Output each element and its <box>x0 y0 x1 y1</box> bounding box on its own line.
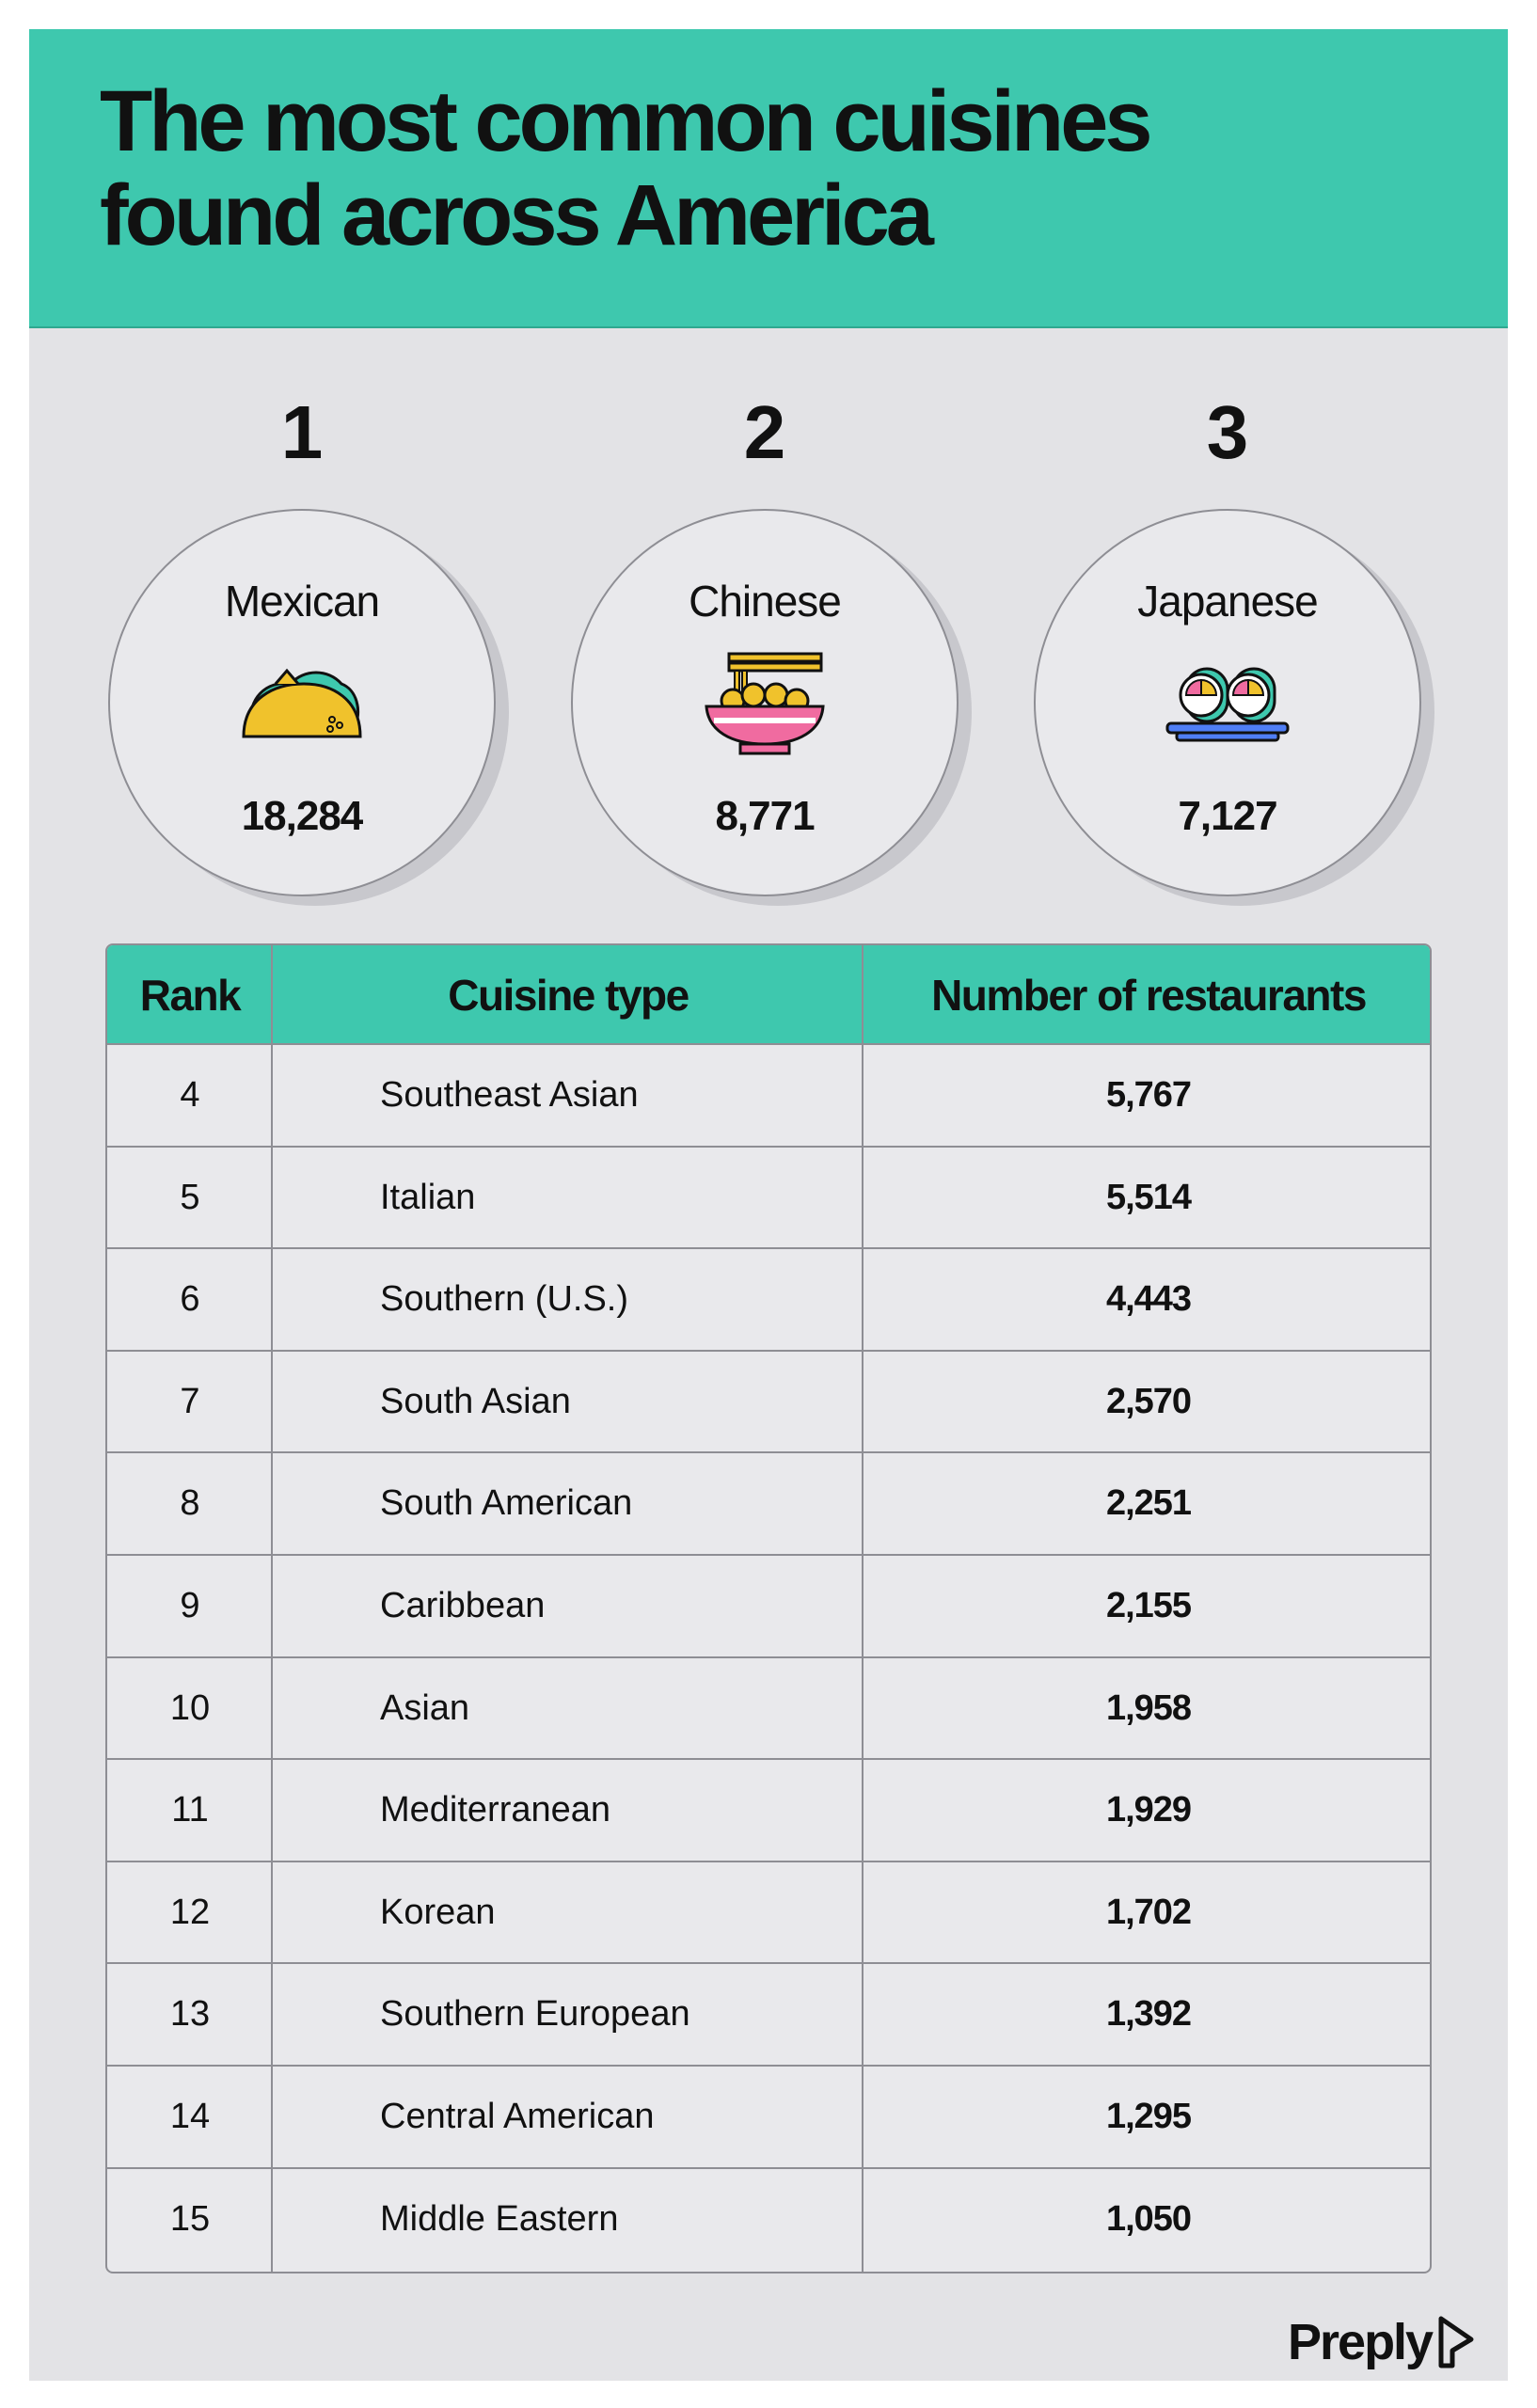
row-cuisine-type: Caribbean <box>380 1585 546 1625</box>
cuisine-name: Mexican <box>224 577 380 626</box>
table-row <box>107 1352 1432 1454</box>
row-cuisine-type: Italian <box>380 1177 476 1217</box>
noodle-bowl-icon <box>701 652 829 755</box>
taco-icon <box>238 652 366 755</box>
row-cuisine-type: South American <box>380 1483 633 1524</box>
table-body <box>107 1045 1432 2271</box>
row-rank: 11 <box>171 1790 209 1830</box>
row-cuisine-type: Southeast Asian <box>380 1075 639 1115</box>
row-rank: 8 <box>180 1483 200 1524</box>
row-rank: 4 <box>180 1075 200 1115</box>
table-row <box>107 1862 1432 1965</box>
row-rank: 5 <box>180 1177 200 1217</box>
row-cuisine-type: Korean <box>380 1892 496 1932</box>
row-rank: 10 <box>169 1687 211 1728</box>
row-rank: 6 <box>180 1279 200 1320</box>
header-cuisine-type: Cuisine type <box>448 971 689 1020</box>
table-row <box>107 1556 1432 1658</box>
row-restaurant-count: 5,767 <box>1105 1075 1192 1115</box>
row-rank: 14 <box>169 2096 211 2136</box>
cuisine-name: Chinese <box>689 577 841 626</box>
header-banner <box>29 29 1508 328</box>
row-rank: 9 <box>180 1585 200 1625</box>
row-rank: 12 <box>169 1892 211 1932</box>
cuisine-count: 7,127 <box>1178 793 1277 839</box>
row-cuisine-type: Middle Eastern <box>380 2198 619 2239</box>
table-header <box>107 945 1432 1045</box>
top-rank: 3 <box>1206 390 1249 474</box>
cuisine-circle <box>571 509 959 896</box>
infographic-frame <box>29 29 1508 2381</box>
page-title: The most common cuisines found across America <box>100 73 1149 263</box>
row-restaurant-count: 2,251 <box>1105 1483 1192 1524</box>
cuisine-count: 18,284 <box>241 793 363 839</box>
row-rank: 15 <box>169 2198 211 2239</box>
table-row <box>107 1148 1432 1250</box>
table-row <box>107 1249 1432 1352</box>
row-restaurant-count: 1,958 <box>1105 1687 1192 1728</box>
brand-logo <box>1288 2309 1477 2375</box>
table-row <box>107 1760 1432 1862</box>
row-restaurant-count: 2,155 <box>1105 1585 1192 1625</box>
row-restaurant-count: 1,295 <box>1105 2096 1192 2136</box>
header-rank: Rank <box>139 971 241 1020</box>
row-cuisine-type: Asian <box>380 1687 470 1728</box>
cuisine-circle <box>1034 509 1421 896</box>
header-number-of-restaurants: Number of restaurants <box>931 971 1366 1020</box>
row-cuisine-type: Southern (U.S.) <box>380 1279 628 1320</box>
table-row <box>107 1453 1432 1556</box>
top-cuisine-3 <box>1034 390 1429 879</box>
table-row <box>107 1658 1432 1761</box>
table-row <box>107 2067 1432 2169</box>
row-cuisine-type: Mediterranean <box>380 1790 611 1830</box>
row-restaurant-count: 4,443 <box>1105 1279 1192 1320</box>
cuisine-name: Japanese <box>1137 577 1318 626</box>
top-cuisine-2 <box>571 390 966 879</box>
row-cuisine-type: Central American <box>380 2096 655 2136</box>
cuisine-table <box>105 943 1432 2273</box>
cuisine-circle <box>108 509 496 896</box>
row-cuisine-type: Southern European <box>380 1994 690 2035</box>
row-restaurant-count: 2,570 <box>1105 1381 1192 1421</box>
table-row <box>107 2169 1432 2272</box>
cuisine-count: 8,771 <box>715 793 815 839</box>
row-cuisine-type: South Asian <box>380 1381 571 1421</box>
row-rank: 13 <box>169 1994 211 2035</box>
top-rank: 1 <box>280 390 324 474</box>
row-restaurant-count: 1,929 <box>1105 1790 1192 1830</box>
sushi-icon <box>1164 652 1291 755</box>
row-restaurant-count: 1,392 <box>1105 1994 1192 2035</box>
row-restaurant-count: 1,050 <box>1105 2198 1192 2239</box>
row-restaurant-count: 1,702 <box>1105 1892 1192 1932</box>
row-rank: 7 <box>180 1381 200 1421</box>
top-rank: 2 <box>743 390 786 474</box>
brand-name: Preply <box>1288 2314 1433 2370</box>
row-restaurant-count: 5,514 <box>1105 1177 1192 1217</box>
table-row <box>107 1045 1432 1148</box>
table-row <box>107 1964 1432 2067</box>
top-cuisine-1 <box>108 390 503 879</box>
play-logo-icon <box>1435 2315 1477 2369</box>
